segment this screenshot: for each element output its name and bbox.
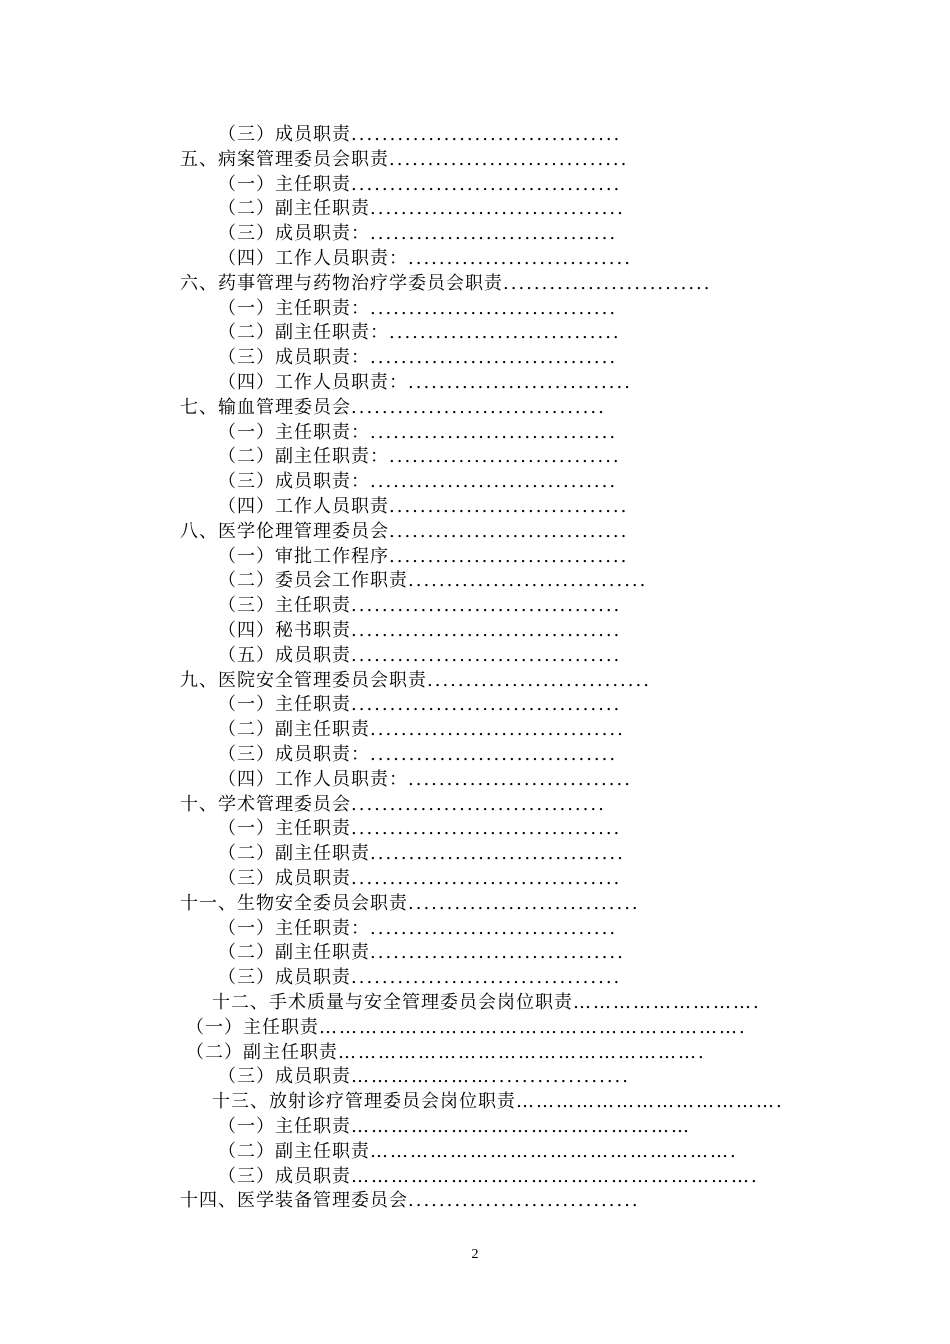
toc-entry-title: （三）成员职责 [218, 124, 351, 145]
page-number: 2 [471, 1247, 479, 1262]
toc-entry-leader: ................................. [370, 198, 625, 220]
toc-entry-title: 十一、生物安全委员会职责 [180, 892, 408, 914]
toc-entry[interactable] [218, 246, 802, 271]
toc-entry[interactable] [180, 271, 802, 296]
toc-entry-title: （三）成员职责 [218, 868, 351, 889]
toc-entry[interactable] [180, 668, 802, 693]
toc-entry[interactable] [218, 568, 802, 593]
toc-entry-title: （一）审批工作程序 [218, 545, 389, 567]
toc-entry-title: （一）主任职责 [186, 1016, 319, 1038]
toc-entry-leader: ................................ [370, 223, 618, 245]
toc-entry[interactable] [218, 172, 802, 197]
toc-entry-leader: ................................ [370, 917, 618, 939]
toc-entry-title: （五）成员职责 [218, 644, 351, 666]
toc-entry-title: （二）副主任职责 [218, 942, 370, 964]
toc-entry-leader: ............................... [389, 545, 629, 567]
toc-entry[interactable] [180, 1188, 802, 1213]
toc-entry-leader: ................................... [351, 595, 622, 617]
toc-entry[interactable] [218, 866, 802, 891]
toc-entry-leader: ............................. [408, 372, 632, 393]
toc-entry-leader: .............................. [408, 892, 640, 914]
toc-entry[interactable] [218, 494, 802, 519]
toc-entry[interactable] [218, 841, 802, 866]
toc-entry[interactable] [218, 544, 802, 569]
toc-entry[interactable] [218, 1164, 802, 1189]
toc-entry[interactable] [212, 1089, 800, 1114]
toc-entry-title: （一）主任职责： [218, 917, 370, 939]
toc-entry-title: （二）副主任职责 [218, 1140, 370, 1162]
toc-entry-title: （三）成员职责： [218, 744, 370, 765]
toc-entry[interactable] [180, 792, 802, 817]
toc-entry-leader: ........................... [503, 272, 712, 294]
toc-entry-leader: .............................. [408, 1190, 640, 1212]
toc-entry-leader: ………………………. [573, 992, 761, 1013]
toc-entry-leader: ............................. [427, 669, 651, 691]
toc-entry-title: （三）成员职责 [218, 1165, 351, 1187]
toc-entry-leader: .............................. [389, 446, 621, 468]
toc-entry[interactable] [218, 221, 802, 246]
toc-entry-title: 十四、医学装备管理委员会 [180, 1190, 408, 1212]
toc-entry-title: （三）成员职责： [218, 347, 370, 369]
toc-entry-leader: ............................. [408, 768, 632, 790]
toc-entry[interactable] [218, 742, 802, 767]
toc-entry[interactable] [218, 1139, 802, 1164]
toc-entry-title: （一）主任职责 [218, 694, 351, 716]
toc-entry-leader: ................................... [351, 967, 622, 989]
toc-entry-leader: ................................. [370, 843, 625, 865]
toc-entry[interactable] [218, 345, 802, 370]
toc-entry-leader: ............................... [389, 496, 629, 517]
toc-entry-leader: ................................. [370, 942, 625, 964]
toc-entry-leader: ................................. [351, 396, 606, 418]
toc-entry-title: （一）主任职责 [218, 818, 351, 840]
toc-entry-leader: ................................ [370, 347, 618, 369]
toc-entry-leader: ………………….................. [351, 1066, 630, 1088]
toc-entry[interactable] [218, 767, 802, 792]
toc-entry-leader: ................................ [370, 421, 618, 443]
toc-entry[interactable] [218, 444, 802, 469]
toc-entry[interactable] [180, 395, 802, 420]
toc-entry-title: （二）副主任职责 [218, 719, 370, 741]
toc-entry-leader: ................................ [370, 744, 618, 765]
toc-entry-leader: ............................. [408, 248, 632, 269]
toc-entry-title: （一）主任职责 [218, 1116, 351, 1137]
toc-entry[interactable] [218, 296, 802, 321]
toc-entry-title: （二）副主任职责： [218, 322, 389, 344]
toc-entry-title: （四）秘书职责 [218, 620, 351, 641]
toc-entry[interactable] [218, 940, 802, 965]
toc-entry-leader: ................................... [351, 173, 622, 195]
toc-entry-leader: ................................. [351, 793, 606, 815]
toc-entry-title: 十三、放射诊疗管理委员会岗位职责 [212, 1091, 516, 1113]
toc-entry-title: （三）成员职责： [218, 471, 370, 493]
toc-entry-leader: ................................... [351, 868, 622, 889]
toc-entry-title: （四）工作人员职责 [218, 496, 389, 517]
toc-entry-leader: …………………………………………… [351, 1116, 691, 1137]
toc-entry-leader: …………………………………. [516, 1091, 784, 1113]
toc-entry-title: 八、医学伦理管理委员会 [180, 520, 389, 542]
toc-entry[interactable] [218, 370, 802, 395]
toc-entry-title: 十、学术管理委员会 [180, 793, 351, 815]
toc-entry[interactable] [218, 593, 802, 618]
toc-entry-leader: ............................... [389, 520, 629, 542]
toc-entry-leader: ................................ [370, 471, 618, 493]
toc-entry-title: （一）主任职责： [218, 421, 370, 443]
toc-entry-title: （三）成员职责 [218, 1066, 351, 1088]
toc-entry[interactable] [212, 990, 800, 1015]
toc-entry[interactable] [186, 1015, 770, 1040]
toc-entry-leader: ………………………………………………. [338, 1041, 706, 1063]
toc-entry-title: （二）委员会工作职责 [218, 570, 408, 592]
toc-entry-leader: ................................... [351, 818, 622, 840]
toc-entry-leader: ……………………………………………………. [351, 1165, 759, 1187]
toc-entry[interactable] [218, 469, 802, 494]
toc-entry-leader: ............................... [389, 148, 629, 170]
toc-entry-title: 六、药事管理与药物治疗学委员会职责 [180, 272, 503, 294]
toc-entry-title: （三）主任职责 [218, 595, 351, 617]
toc-entry-title: （二）副主任职责 [186, 1041, 338, 1063]
toc-entry[interactable] [218, 122, 802, 147]
toc-entry-title: （四）工作人员职责： [218, 248, 408, 269]
toc-entry-title: 十二、手术质量与安全管理委员会岗位职责 [212, 992, 573, 1013]
toc-entry-title: （二）副主任职责 [218, 198, 370, 220]
toc-entry[interactable] [218, 420, 802, 445]
toc-entry-title: （一）主任职责： [218, 297, 370, 319]
toc-entry-title: （二）副主任职责 [218, 843, 370, 865]
toc-entry-leader: ………………………………………………………. [319, 1016, 747, 1038]
toc-entry[interactable] [218, 1064, 802, 1089]
toc-entry-title: 七、输血管理委员会 [180, 396, 351, 418]
toc-entry-title: （三）成员职责： [218, 223, 370, 245]
toc-entry-leader: ………………………………………………. [370, 1140, 738, 1162]
toc-entry[interactable] [218, 196, 802, 221]
toc-entry[interactable] [180, 891, 802, 916]
toc-entry-leader: .............................. [389, 322, 621, 344]
toc-entry-title: 五、病案管理委员会职责 [180, 148, 389, 170]
toc-entry[interactable] [186, 1040, 770, 1065]
toc-entry-title: （二）副主任职责： [218, 446, 389, 468]
toc-entry[interactable] [218, 965, 802, 990]
toc-entry[interactable] [218, 320, 802, 345]
toc-entry[interactable] [218, 916, 802, 941]
toc-entry[interactable] [218, 692, 802, 717]
toc-entry-title: 九、医院安全管理委员会职责 [180, 669, 427, 691]
toc-entry-leader: ................................... [351, 124, 622, 145]
toc-entry[interactable] [218, 618, 802, 643]
toc-entry-title: （四）工作人员职责： [218, 768, 408, 790]
toc-entry[interactable] [180, 519, 802, 544]
toc-entry[interactable] [218, 643, 802, 668]
toc-entry-leader: ............................... [408, 570, 648, 592]
toc-entry-title: （四）工作人员职责： [218, 372, 408, 393]
toc-entry-leader: ................................... [351, 644, 622, 666]
toc-entry-title: （一）主任职责 [218, 173, 351, 195]
toc-entry[interactable] [180, 147, 802, 172]
toc-entry[interactable] [218, 816, 802, 841]
toc-entry[interactable] [218, 1114, 802, 1139]
toc-entry-title: （三）成员职责 [218, 967, 351, 989]
toc-entry-leader: ................................. [370, 719, 625, 741]
toc-entry-leader: ................................ [370, 297, 618, 319]
toc-entry-leader: ................................... [351, 694, 622, 716]
toc-entry[interactable] [218, 717, 802, 742]
toc-entry-leader: ................................... [351, 620, 622, 641]
